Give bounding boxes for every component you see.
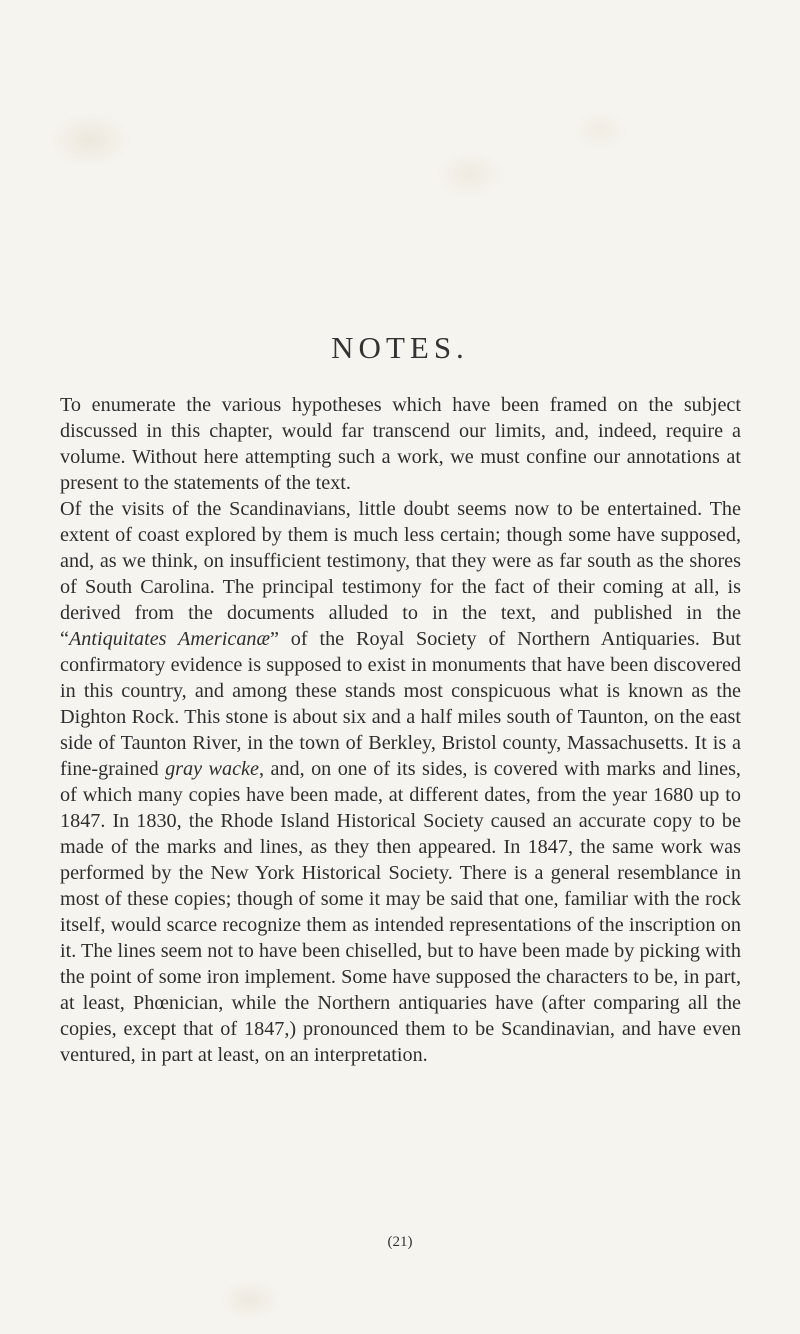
- italic-term: gray wacke: [165, 758, 259, 780]
- paragraph-text: , and, on one of its sides, is covered with marks and lines, of which many copies have been made, at different dates, from the year 1680 up to 1847. In 1830, the Rhode Island Historical Society caused an accurate copy to be made of the marks and lines, as they then appeared. In 1847, the same work was performed by the New York Historical Society. There is a general resemblance in most of these copies; though of some it may be said that one, familiar with the rock itself, would scarce recognize them as intended representations of the inscription on it. The lines seem not to have been chiselled, but to have been made by picking with the point of some iron implement. Some have supposed the characters to be, in part, at least, Phœnician, while the Northern antiquaries have (after comparing all the copies, except that of 1847,) pronounced them to be Scandinavian, and have even ventured, in part at least, on an interpretation.: [60, 758, 741, 1066]
- page-number: (21): [387, 1234, 413, 1250]
- paragraph: [60, 496, 741, 1068]
- paragraph-text: Of the visits of the Scandinavians, little doubt seems now to be entertained. The extent of coast explored by them is much less certain; though some have supposed, and, as we think, on insufficient testimony, that they were as far south as the shores of South Carolina. The principal testimony for the fact of their coming at all, is derived from the documents alluded to in the text, and published in the “: [60, 498, 741, 650]
- italic-title: Antiquitates Americanæ: [68, 628, 270, 650]
- notes-body: [60, 392, 741, 1068]
- paragraph: To enumerate the various hypotheses which have been framed on the subject discussed in this chapter, would far transcend our limits, and, indeed, require a volume. Without here attempting such a work, we must confine our annotations at present to the statements of the text.: [60, 394, 741, 494]
- paragraph-text: ” of the Royal Society of Northern Antiquaries. But confirmatory evidence is supposed to exist in monuments that have been discovered in this country, and among these stands most conspicuous what is known as the Dighton Rock. This stone is about six and a half miles south of Taunton, on the east side of Taunton River, in the town of Berkley, Bristol county, Massachusetts. It is a fine-grained: [60, 628, 741, 780]
- page-title: NOTES.: [331, 330, 469, 365]
